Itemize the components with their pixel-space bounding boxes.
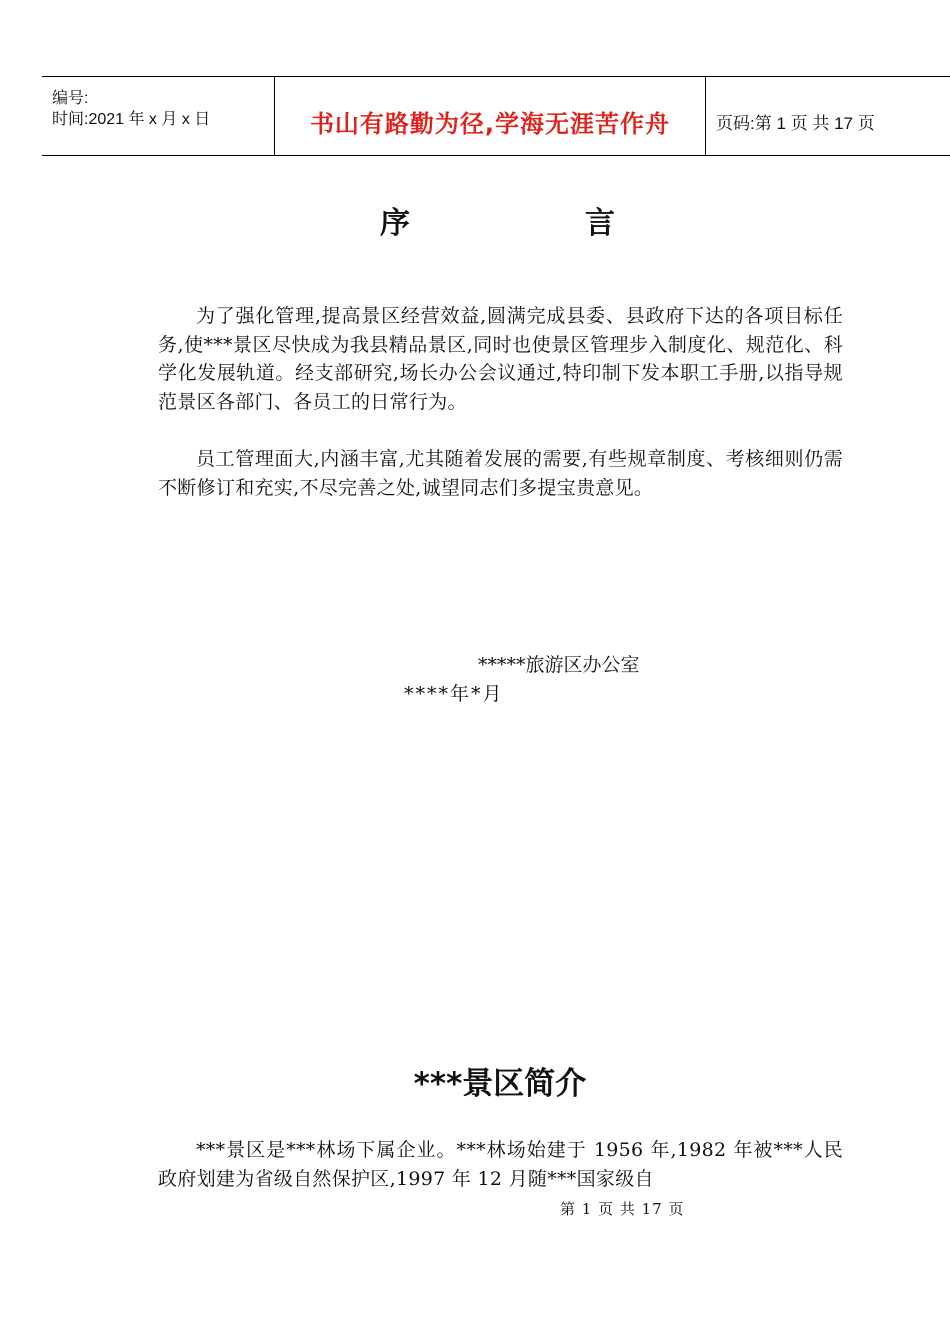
preface-signature-date: ****年*月	[404, 683, 504, 705]
intro-title: ***景区简介	[413, 1066, 587, 1102]
document-time-label: 时间:2021 年 x 月 x 日	[52, 111, 211, 128]
intro-paragraph: ***景区是***林场下属企业。***林场始建于 1956 年,1982 年被***人民政府划建为省级自然保护区,1997 年 12 月随***国家级自	[158, 1139, 843, 1190]
header-motto: 书山有路勤为径,学海无涯苦作舟	[309, 110, 671, 138]
preface-signature-org: *****旅游区办公室	[478, 654, 640, 676]
document-header	[42, 76, 950, 156]
preface-paragraph-2: 员工管理面大,内涵丰富,尤其随着发展的需要,有些规章制度、考核细则仍需不断修订和充实,不尽完善之处,诚望同志们多提宝贵意见。	[158, 448, 843, 499]
header-motto-cell	[275, 77, 706, 156]
preface-paragraph-1: 为了强化管理,提高景区经营效益,圆满完成县委、县政府下达的各项目标任务,使***景区尽快成为我县精品景区,同时也使景区管理步入制度化、规范化、科学化发展轨道。经支部研究,场长办公会议通过,特印制下发本职工手册,以指导规范景区各部门、各员工的日常行为。	[158, 305, 843, 413]
preface-title-left: 序	[380, 206, 410, 241]
preface-title-right: 言	[585, 206, 615, 241]
preface-title	[380, 198, 620, 241]
header-page-cell	[706, 77, 950, 156]
document-number-label: 编号:	[52, 90, 89, 107]
header-page-info: 页码:第 1 页 共 17 页	[716, 114, 875, 133]
page-footer: 第 1 页 共 17 页	[560, 1200, 685, 1218]
header-meta-cell	[42, 77, 275, 156]
